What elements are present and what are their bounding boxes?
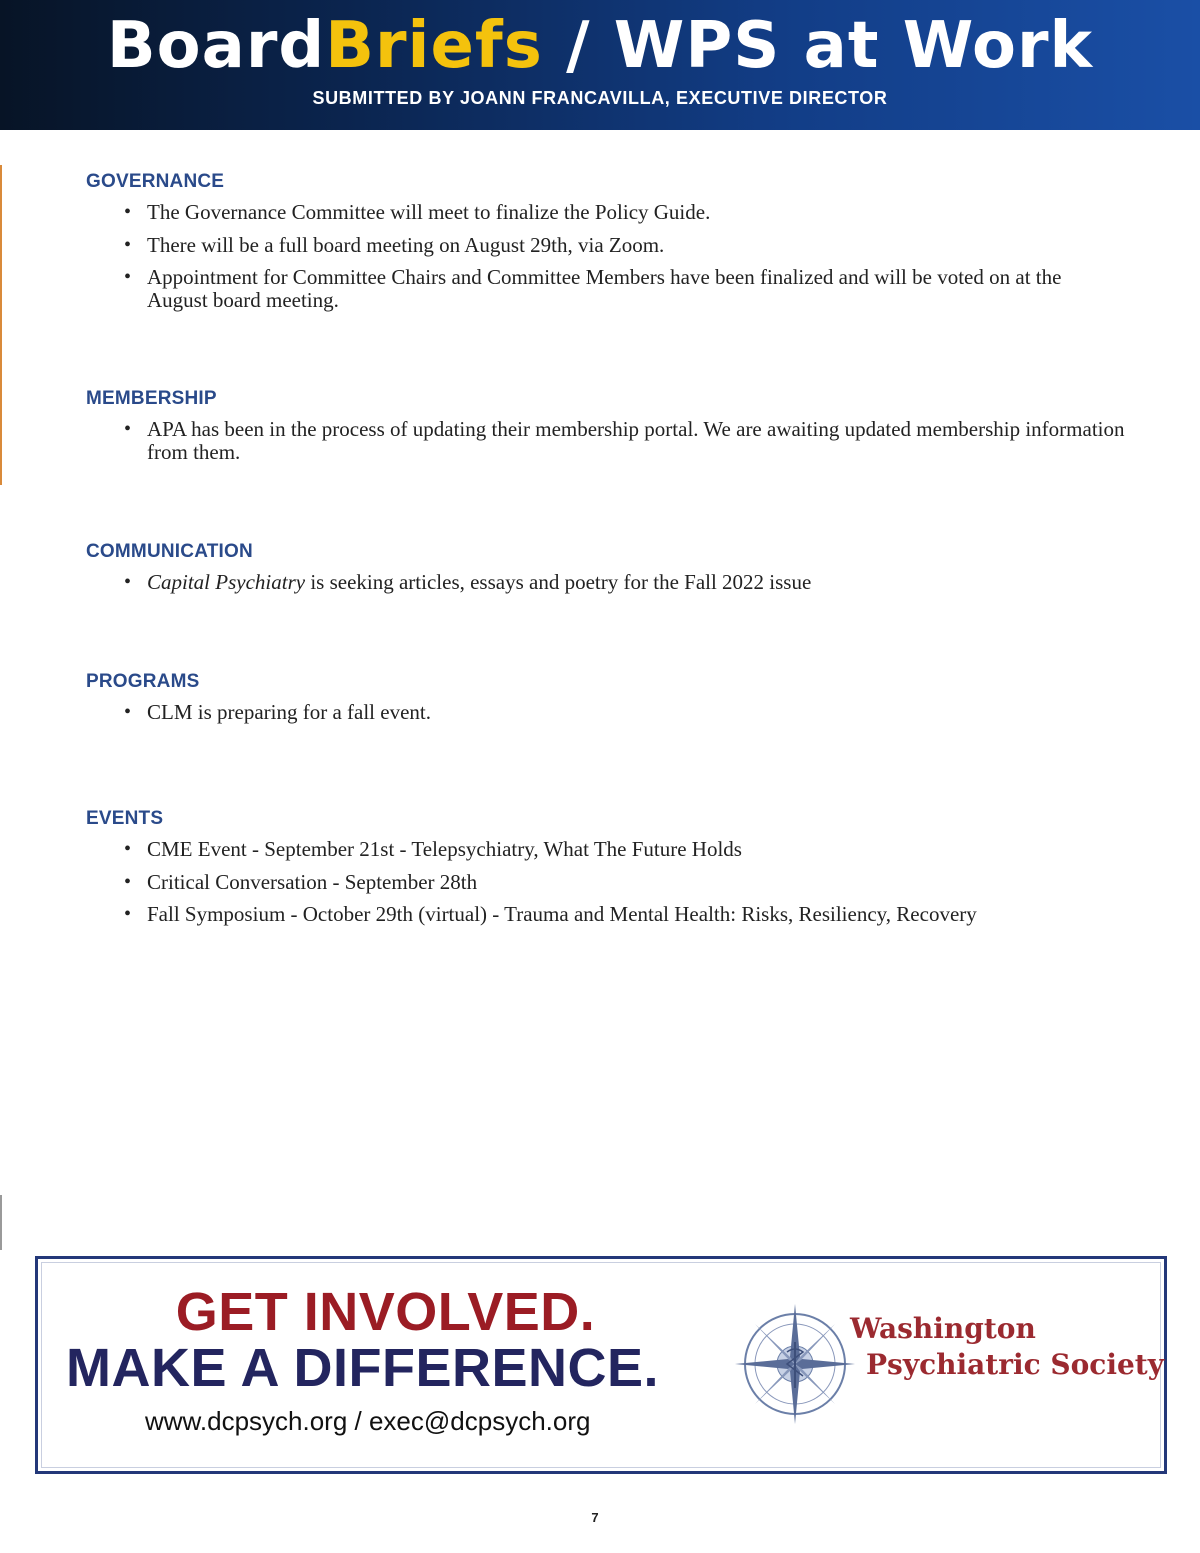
bullet-list [86,418,1126,464]
section-events [86,808,1126,936]
bullet-list [86,838,1126,926]
section-governance [86,171,1126,322]
list-item: • The Governance Committee will meet to finalize the Policy Guide. [147,201,1126,224]
list-item: • Fall Symposium - October 29th (virtual) - Trauma and Mental Health: Risks, Resiliency, Recovery [147,903,1126,926]
section-heading: GOVERNANCE [86,171,225,192]
title-wps-at-work: / WPS at Work [542,9,1094,83]
list-item: • Critical Conversation - September 28th [147,871,1126,894]
page-title [0,8,1200,84]
side-edge-mark-lower [0,1195,2,1250]
list-item: • Appointment for Committee Chairs and Committee Members have been finalized and will be voted on at the August board meeting. [147,266,1126,312]
side-edge-mark [0,165,2,485]
section-heading: EVENTS [86,808,164,829]
org-name-line-1: Washington [850,1312,1036,1345]
bullet-list [86,201,1126,312]
page-header [0,0,1200,130]
compass-rose-seal-icon [733,1302,857,1426]
list-item-text: is seeking articles, essays and poetry for the Fall 2022 issue [305,570,812,594]
list-item: • APA has been in the process of updating their membership portal. We are awaiting updated membership information from them. [147,418,1126,464]
section-membership [86,388,1126,474]
page-subtitle: SUBMITTED BY JOANN FRANCAVILLA, EXECUTIVE DIRECTOR [312,88,888,108]
org-name-line-2: Psychiatric Society [866,1348,1164,1381]
org-name [850,1311,1164,1383]
section-heading: PROGRAMS [86,671,200,692]
list-item: • There will be a full board meeting on August 29th, via Zoom. [147,234,1126,257]
section-heading: MEMBERSHIP [86,388,217,409]
bullet-list [86,701,1126,724]
title-board: Board [106,9,326,83]
page-number: 7 [591,1510,599,1525]
list-item [147,571,1126,594]
title-briefs: Briefs [325,9,543,83]
list-item: • CME Event - September 21st - Telepsychiatry, What The Future Holds [147,838,1126,861]
get-involved-banner [35,1256,1167,1474]
section-heading: COMMUNICATION [86,541,253,562]
banner-headline-2: MAKE A DIFFERENCE. [66,1338,660,1398]
section-communication [86,541,1126,604]
bullet-list [86,571,1126,594]
section-programs [86,671,1126,734]
publication-title: Capital Psychiatry [147,570,306,594]
list-item: • CLM is preparing for a fall event. [147,701,1126,724]
banner-contact: www.dcpsych.org / exec@dcpsych.org [145,1406,591,1436]
banner-headline-1: GET INVOLVED. [175,1282,596,1342]
